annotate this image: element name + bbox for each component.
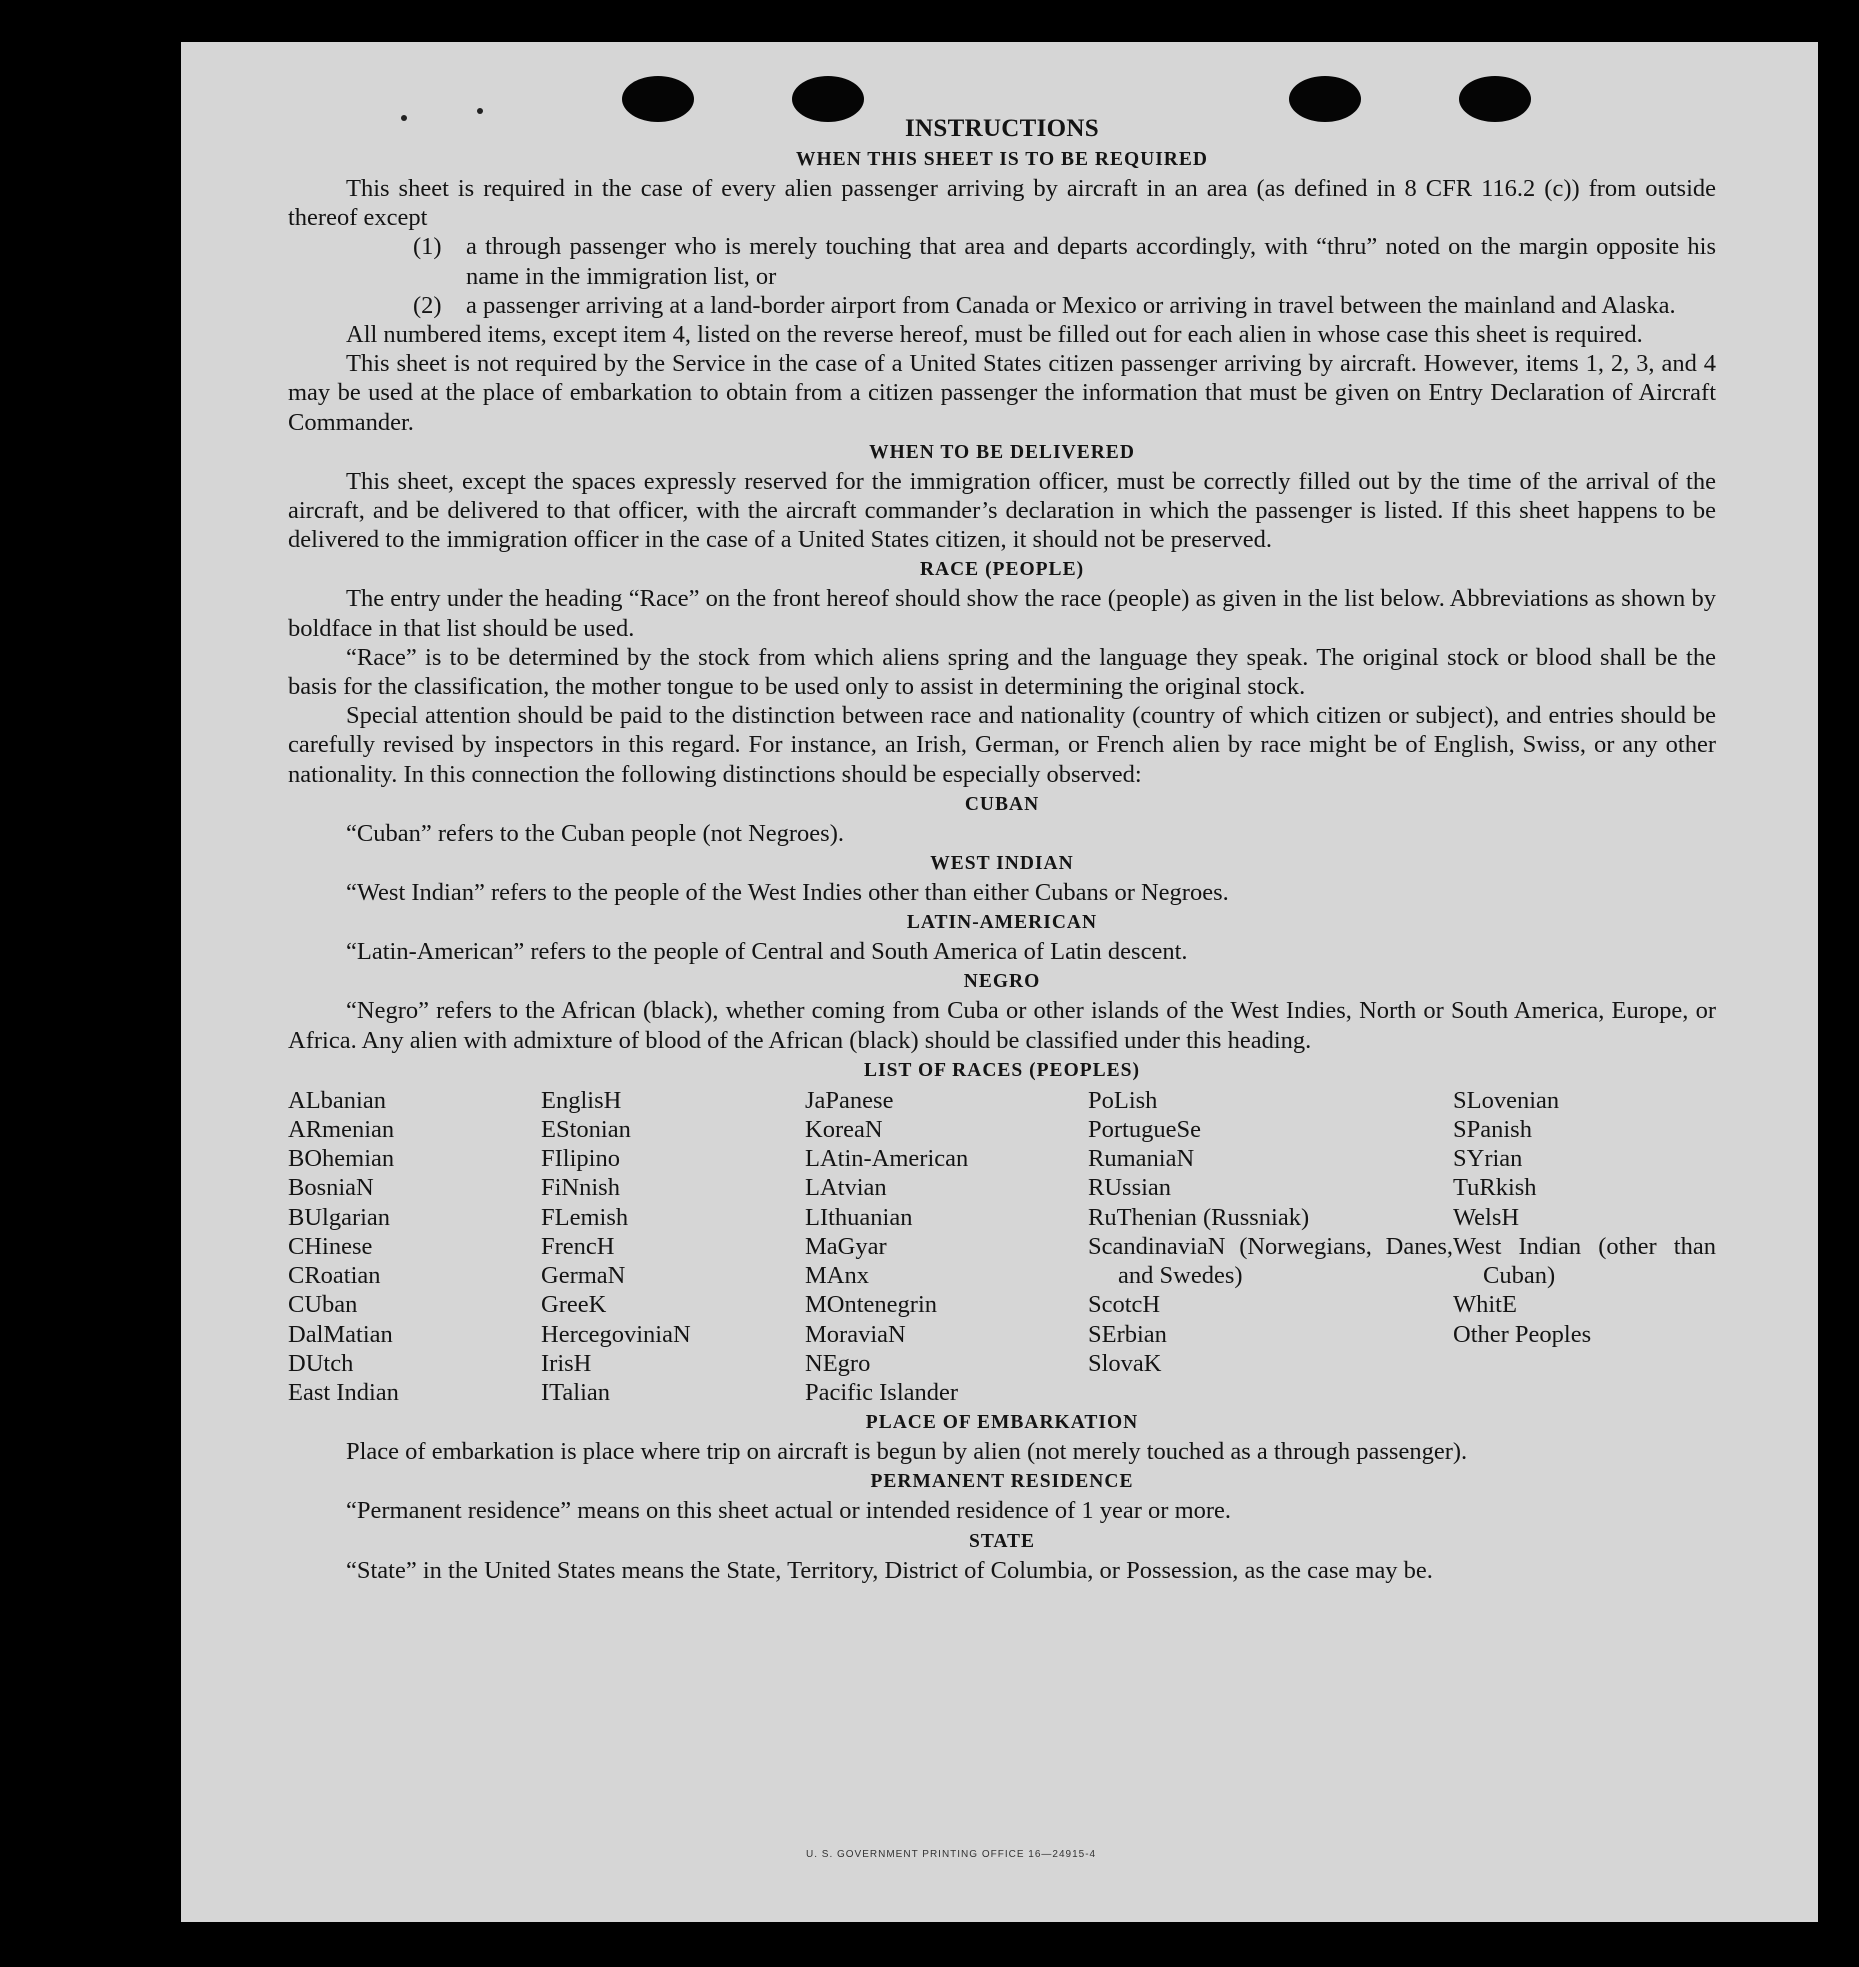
race-entry: ScotcH: [1088, 1291, 1161, 1319]
section-heading: LATIN-AMERICAN: [906, 912, 1098, 934]
list-item: [288, 291, 1716, 320]
race-entry: EStonian: [541, 1116, 631, 1144]
race-entry: RumaniaN: [1088, 1145, 1195, 1173]
race-entry: PoLish: [1088, 1086, 1158, 1114]
section-heading: LIST OF RACES (PEOPLES): [863, 1059, 1140, 1081]
race-entry: BUlgarian: [288, 1203, 391, 1231]
race-entry: GreeK: [541, 1291, 607, 1319]
list-item: [288, 232, 1716, 290]
race-entry: MOntenegrin: [805, 1291, 937, 1319]
race-entry: DalMatian: [288, 1320, 393, 1348]
paragraph: “State” in the United States means the State, Territory, District of Columbia, or Possession, as the case may be.: [346, 1556, 1433, 1584]
race-entry: BOhemian: [288, 1145, 395, 1173]
paragraph: “Permanent residence” means on this sheet actual or intended residence of 1 year or more.: [346, 1497, 1232, 1525]
race-entry: PortugueSe: [1088, 1116, 1201, 1144]
race-entry: ScandinaviaN (Norwegians, Danes, and Swedes): [1088, 1232, 1453, 1290]
race-entry: WhitE: [1453, 1291, 1517, 1319]
section-heading: WHEN TO BE DELIVERED: [869, 441, 1135, 463]
paragraph: “Negro” refers to the African (black), whether coming from Cuba or other islands of the West Indies, North or South America, Europe, or Africa. Any alien with admixture of blood of the African (black) should be classified under this heading.: [288, 997, 1716, 1054]
paragraph: This sheet, except the spaces expressly reserved for the immigration officer, must be correctly filled out by the time of the arrival of the aircraft, and be delivered to that officer, with the aircraft commander’s declaration in which the passenger is listed. If this sheet happens to be delivered to the immigration officer in the case of a United States citizen, it should not be preserved.: [288, 467, 1716, 554]
race-entry: GermaN: [541, 1262, 626, 1290]
race-entry: LAtin-American: [805, 1145, 969, 1173]
item-text: a passenger arriving at a land-border airport from Canada or Mexico or arriving in travel between the mainland and Alaska.: [466, 291, 1676, 319]
paragraph: “Race” is to be determined by the stock from which aliens spring and the language they speak. The original stock or blood shall be the basis for the classification, the mother tongue to be used only to assist in determining the original stock.: [288, 643, 1716, 701]
race-entry: FrencH: [541, 1232, 615, 1260]
race-entry: MoraviaN: [805, 1320, 906, 1348]
race-entry: HercegoviniaN: [541, 1320, 691, 1348]
race-entry: FIlipino: [541, 1145, 620, 1173]
race-entry: MaGyar: [805, 1232, 887, 1260]
race-entry: TuRkish: [1453, 1174, 1537, 1202]
race-entry: NEgro: [805, 1349, 871, 1377]
race-entry: West Indian (other than Cuban): [1453, 1232, 1716, 1290]
race-column: [288, 1086, 541, 1407]
race-entry: LIthuanian: [805, 1203, 913, 1231]
section-heading: STATE: [968, 1530, 1036, 1552]
paragraph: The entry under the heading “Race” on the front hereof should show the race (people) as given in the list below. Abbreviations as shown by boldface in that list should be used.: [288, 585, 1716, 642]
race-entry: CHinese: [288, 1232, 373, 1260]
race-column: [541, 1086, 805, 1407]
race-entry: SYrian: [1453, 1145, 1523, 1173]
race-entry: ITalian: [541, 1378, 611, 1406]
paragraph: Place of embarkation is place where trip on aircraft is begun by alien (not merely touched as a through passenger).: [346, 1438, 1468, 1466]
race-entry: RUssian: [1088, 1174, 1172, 1202]
document-sheet: [181, 42, 1818, 1922]
paragraph: All numbered items, except item 4, listed on the reverse hereof, must be filled out for each alien in whose case this sheet is required.: [346, 321, 1643, 349]
paragraph: “West Indian” refers to the people of the West Indies other than either Cubans or Negroes.: [346, 879, 1229, 907]
item-number: (2): [413, 291, 442, 319]
race-list: [288, 1086, 1716, 1407]
section-heading: PERMANENT RESIDENCE: [870, 1471, 1134, 1493]
race-entry: JaPanese: [805, 1086, 894, 1114]
item-number: (1): [413, 233, 442, 261]
race-entry: IrisH: [541, 1349, 592, 1377]
race-entry: LAtvian: [805, 1174, 887, 1202]
section-heading: PLACE OF EMBARKATION: [865, 1412, 1139, 1434]
paragraph: This sheet is required in the case of every alien passenger arriving by aircraft in an area (as defined in 8 CFR 116.2 (c)) from outside thereof except: [288, 175, 1716, 232]
paragraph: “Latin-American” refers to the people of Central and South America of Latin descent.: [346, 938, 1188, 966]
race-column: [1088, 1086, 1453, 1407]
race-column: [1453, 1086, 1716, 1407]
paragraph: “Cuban” refers to the Cuban people (not Negroes).: [346, 819, 844, 847]
race-entry: CRoatian: [288, 1262, 381, 1290]
race-entry: KoreaN: [805, 1116, 883, 1144]
race-entry: ARmenian: [288, 1116, 395, 1144]
section-heading: WEST INDIAN: [930, 853, 1074, 875]
race-entry: Other Peoples: [1453, 1320, 1592, 1348]
race-entry: East Indian: [288, 1378, 399, 1406]
race-entry: WelsH: [1453, 1203, 1520, 1231]
section-heading: CUBAN: [964, 793, 1040, 815]
race-entry: SLovenian: [1453, 1086, 1560, 1114]
race-entry: SlovaK: [1088, 1349, 1162, 1377]
race-entry: DUtch: [288, 1349, 354, 1377]
race-entry: SErbian: [1088, 1320, 1167, 1348]
race-entry: EnglisH: [541, 1086, 622, 1114]
race-entry: RuThenian (Russniak): [1088, 1203, 1310, 1231]
instructions-content: [288, 114, 1716, 1585]
race-entry: CUban: [288, 1291, 358, 1319]
race-entry: MAnx: [805, 1262, 869, 1290]
paragraph: Special attention should be paid to the distinction between race and nationality (country of which citizen or subject), and entries should be carefully revised by inspectors in this regard. For instance, an Irish, German, or French alien by race might be of English, Swiss, or any other nationality. In this connection the following distinctions should be especially observed:: [288, 702, 1716, 788]
paragraph: This sheet is not required by the Service in the case of a United States citizen passenger arriving by aircraft. However, items 1, 2, 3, and 4 may be used at the place of embarkation to obtain from a citizen passenger the information that must be given on Entry Declaration of Aircraft Commander.: [288, 350, 1716, 436]
race-entry: SPanish: [1453, 1116, 1532, 1144]
race-entry: BosniaN: [288, 1174, 374, 1202]
item-text: a through passenger who is merely touching that area and departs accordingly, with “thru” noted on the margin opposite his name in the immigration list, or: [466, 233, 1716, 290]
race-column: [805, 1086, 1088, 1407]
race-entry: FLemish: [541, 1203, 629, 1231]
race-entry: ALbanian: [288, 1086, 386, 1114]
race-entry: Pacific Islander: [805, 1378, 959, 1406]
printer-imprint: U. S. GOVERNMENT PRINTING OFFICE 16—24915-4: [806, 1849, 1097, 1860]
section-heading: NEGRO: [963, 971, 1041, 993]
section-heading: RACE (PEOPLE): [919, 559, 1085, 581]
race-entry: FiNnish: [541, 1174, 620, 1202]
page-title: INSTRUCTIONS: [905, 115, 1099, 142]
section-heading: WHEN THIS SHEET IS TO BE REQUIRED: [796, 149, 1208, 170]
